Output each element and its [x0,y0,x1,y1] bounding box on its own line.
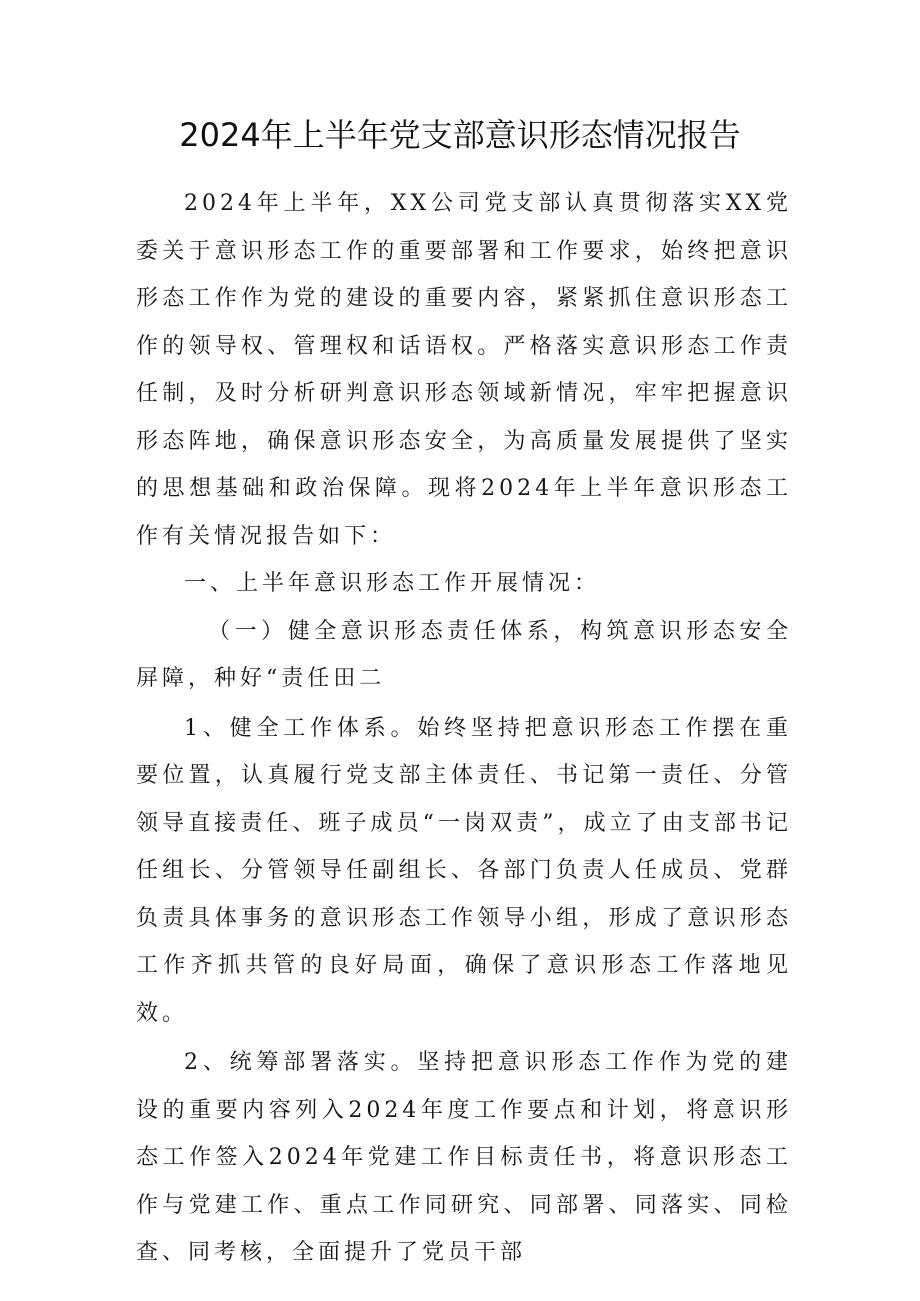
item-paragraph-2: 2、统筹部署落实。坚持把意识形态工作作为党的建设的重要内容列入2024年度工作要点和计划，将意识形态工作签入2024年党建工作目标责任书，将意识形态工作与党建工作、重点工作同研究、同部署、同落实、同检查、同考核，全面提升了党员干部 [136,1050,792,1265]
document-body [136,180,792,1277]
document-title: 2024年上半年党支部意识形态情况报告 [179,116,741,154]
section-heading: 一、上半年意识形态工作开展情况： [184,571,601,596]
subsection-heading: （一）健全意识形态责任体系，构筑意识形态安全屏障，种好“责任田二 [136,618,792,691]
item-paragraph-1: 1、健全工作体系。始终坚持把意识形态工作摆在重要位置，认真履行党支部主体责任、书记第一责任、分管领导直接责任、班子成员“一岗双责”，成立了由支部书记任组长、分管领导任副组长、各部门负责人任成员、党群负责具体事务的意识形态工作领导小组，形成了意识形态工作齐抓共管的良好局面，确保了意识形态工作落地见效。 [136,715,792,1026]
intro-paragraph: 2024年上半年，XX公司党支部认真贯彻落实XX党委关于意识形态工作的重要部署和工作要求，始终把意识形态工作作为党的建设的重要内容，紧紧抓住意识形态工作的领导权、管理权和话语权。严格落实意识形态工作责任制，及时分析研判意识形态领域新情况，牢牢把握意识形态阵地，确保意识形态安全，为高质量发展提供了坚实的思想基础和政治保障。现将2024年上半年意识形态工作有关情况报告如下： [136,191,792,549]
